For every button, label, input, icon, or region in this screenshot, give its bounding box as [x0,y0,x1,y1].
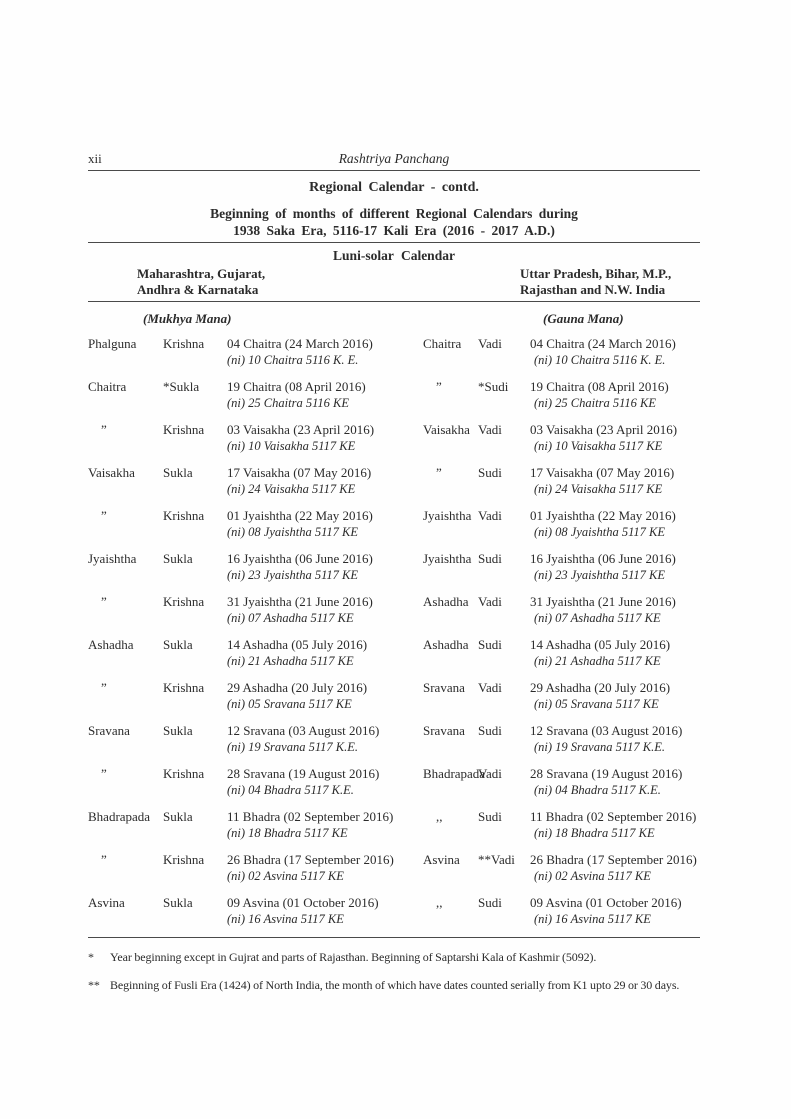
left-date-cell [227,335,423,369]
page-title: Regional Calendar - contd. [309,180,479,195]
right-date-cell [530,894,700,928]
running-head [88,151,700,171]
footnote-text: Beginning of Fusli Era (1424) of North India, the month of which have dates counted serially from K1 upto 29 or 30 days. [110,978,680,992]
right-month-cell: Jyaishtha [423,508,472,523]
right-paksha-cell: Sudi [478,637,502,652]
left-paksha-cell: Sukla [163,637,193,652]
right-date-main: 29 Ashadha (20 July 2016) [530,680,671,695]
section-title: Luni-solar Calendar [333,248,455,263]
right-date-ni: (ni) 08 Jyaishtha 5117 KE [534,525,665,539]
left-date-cell [227,722,423,756]
right-date-main: 01 Jyaishtha (22 May 2016) [530,508,676,523]
left-month-cell: Jyaishtha [88,551,137,566]
left-paksha-cell: Sukla [163,465,193,480]
right-month-cell: Sravana [423,723,465,738]
left-date-cell [227,894,423,928]
right-date-cell [530,765,700,799]
right-date-main: 12 Sravana (03 August 2016) [530,723,683,738]
left-month-cell: ” [101,852,107,867]
calendar-table [88,335,700,938]
right-date-cell [530,722,700,756]
left-month-cell: Asvina [88,895,125,910]
right-paksha-cell: Vadi [478,766,502,781]
right-month-cell: ,, [436,809,443,824]
subtitle-line-2: 1938 Saka Era, 5116-17 Kali Era (2016 - 2017 A.D.) [233,223,555,238]
right-month-cell: ,, [436,895,443,910]
table-row [88,335,700,369]
right-paksha-cell: Sudi [478,895,502,910]
right-date-ni: (ni) 10 Chaitra 5116 K. E. [534,353,666,367]
left-date-main: 11 Bhadra (02 September 2016) [227,809,394,824]
left-paksha-cell: Krishna [163,680,205,695]
table-row [88,722,700,756]
right-date-cell [530,421,700,455]
left-date-main: 26 Bhadra (17 September 2016) [227,852,394,867]
left-month-cell: Ashadha [88,637,134,652]
right-date-main: 04 Chaitra (24 March 2016) [530,336,676,351]
left-date-ni: (ni) 18 Bhadra 5117 KE [227,826,348,840]
table-row [88,378,700,412]
right-date-main: 17 Vaisakha (07 May 2016) [530,465,675,480]
left-date-cell [227,808,423,842]
left-date-cell [227,593,423,627]
right-paksha-cell: Vadi [478,422,502,437]
region-left-line-1: Maharashtra, Gujarat, [137,266,266,281]
left-date-cell [227,550,423,584]
left-date-main: 01 Jyaishtha (22 May 2016) [227,508,373,523]
left-date-main: 28 Sravana (19 August 2016) [227,766,380,781]
left-paksha-cell: Krishna [163,508,205,523]
left-date-cell [227,679,423,713]
right-month-cell: Jyaishtha [423,551,472,566]
right-month-cell: Chaitra [423,336,462,351]
right-date-ni: (ni) 16 Asvina 5117 KE [534,912,651,926]
right-date-main: 14 Ashadha (05 July 2016) [530,637,671,652]
left-date-main: 09 Asvina (01 October 2016) [227,895,379,910]
right-month-cell: Asvina [423,852,460,867]
footnote [88,977,700,993]
left-date-ni: (ni) 07 Ashadha 5117 KE [227,611,354,625]
right-date-ni: (ni) 18 Bhadra 5117 KE [534,826,655,840]
left-paksha-cell: Krishna [163,852,205,867]
left-date-main: 29 Ashadha (20 July 2016) [227,680,368,695]
left-date-ni: (ni) 04 Bhadra 5117 K.E. [227,783,354,797]
mana-right-label: (Gauna Mana) [543,311,624,326]
left-date-cell [227,507,423,541]
left-month-cell: ” [101,508,107,523]
right-paksha-cell: *Sudi [478,379,509,394]
left-date-main: 03 Vaisakha (23 April 2016) [227,422,375,437]
left-date-ni: (ni) 08 Jyaishtha 5117 KE [227,525,358,539]
right-month-cell: ” [436,379,442,394]
right-date-cell [530,378,700,412]
right-month-cell: ” [436,465,442,480]
right-paksha-cell: Vadi [478,336,502,351]
right-date-cell [530,679,700,713]
left-date-cell [227,636,423,670]
table-row [88,765,700,799]
right-month-cell: Ashadha [423,594,469,609]
region-right-line-2: Rajasthan and N.W. India [520,282,666,297]
mana-header-row [88,311,700,327]
left-date-main: 16 Jyaishtha (06 June 2016) [227,551,373,566]
right-paksha-cell: Vadi [478,594,502,609]
right-paksha-cell: Sudi [478,465,502,480]
right-date-ni: (ni) 24 Vaisakha 5117 KE [534,482,663,496]
footnote-text: Year beginning except in Gujrat and parts of Rajasthan. Beginning of Saptarshi Kala of Kashmir (5092). [110,950,597,964]
right-date-cell [530,851,700,885]
left-month-cell: ” [101,594,107,609]
left-date-ni: (ni) 16 Asvina 5117 KE [227,912,344,926]
left-date-cell [227,378,423,412]
right-date-main: 31 Jyaishtha (21 June 2016) [530,594,676,609]
left-paksha-cell: Krishna [163,594,205,609]
right-date-ni: (ni) 04 Bhadra 5117 K.E. [534,783,661,797]
table-row [88,593,700,627]
left-date-main: 04 Chaitra (24 March 2016) [227,336,373,351]
table-row [88,851,700,885]
table-row [88,636,700,670]
right-date-main: 26 Bhadra (17 September 2016) [530,852,697,867]
left-date-main: 31 Jyaishtha (21 June 2016) [227,594,373,609]
right-month-cell: Sravana [423,680,465,695]
right-paksha-cell: **Vadi [478,852,515,867]
left-month-cell: Vaisakha [88,465,135,480]
right-date-cell [530,464,700,498]
footnote-marker: ** [88,978,100,992]
left-date-main: 14 Ashadha (05 July 2016) [227,637,368,652]
right-paksha-cell: Sudi [478,809,502,824]
right-date-ni: (ni) 07 Ashadha 5117 KE [534,611,661,625]
right-date-ni: (ni) 02 Asvina 5117 KE [534,869,651,883]
right-month-cell: Vaisakha [423,422,470,437]
right-date-main: 03 Vaisakha (23 April 2016) [530,422,678,437]
left-date-ni: (ni) 10 Vaisakha 5117 KE [227,439,356,453]
left-paksha-cell: Sukla [163,551,193,566]
left-date-main: 12 Sravana (03 August 2016) [227,723,380,738]
right-date-ni: (ni) 23 Jyaishtha 5117 KE [534,568,665,582]
left-date-ni: (ni) 23 Jyaishtha 5117 KE [227,568,358,582]
right-date-cell [530,593,700,627]
left-date-ni: (ni) 25 Chaitra 5116 KE [227,396,349,410]
table-row [88,507,700,541]
right-date-ni: (ni) 21 Ashadha 5117 KE [534,654,661,668]
left-date-ni: (ni) 21 Ashadha 5117 KE [227,654,354,668]
footnote [88,949,700,965]
table-row [88,894,700,928]
table-row [88,550,700,584]
right-date-cell [530,808,700,842]
left-date-main: 19 Chaitra (08 April 2016) [227,379,366,394]
footnote-marker: * [88,950,94,964]
left-month-cell: ” [101,766,107,781]
left-paksha-cell: Krishna [163,336,205,351]
right-paksha-cell: Vadi [478,680,502,695]
left-date-cell [227,765,423,799]
left-date-ni: (ni) 24 Vaisakha 5117 KE [227,482,356,496]
left-date-ni: (ni) 02 Asvina 5117 KE [227,869,344,883]
left-month-cell: Phalguna [88,336,137,351]
left-month-cell: Sravana [88,723,130,738]
right-date-cell [530,507,700,541]
left-date-ni: (ni) 19 Sravana 5117 K.E. [227,740,359,754]
left-paksha-cell: Krishna [163,766,205,781]
left-paksha-cell: *Sukla [163,379,200,394]
left-paksha-cell: Krishna [163,422,205,437]
footnotes [88,949,700,993]
left-month-cell: ” [101,680,107,695]
running-title: Rashtriya Panchang [338,151,450,166]
page-subtitle [88,205,700,243]
right-paksha-cell: Sudi [478,723,502,738]
left-date-cell [227,464,423,498]
region-right-line-1: Uttar Pradesh, Bihar, M.P., [520,266,672,281]
right-date-ni: (ni) 05 Sravana 5117 KE [534,697,659,711]
left-paksha-cell: Sukla [163,723,193,738]
left-paksha-cell: Sukla [163,895,193,910]
table-row [88,808,700,842]
right-date-main: 11 Bhadra (02 September 2016) [530,809,697,824]
left-date-cell [227,421,423,455]
left-paksha-cell: Sukla [163,809,193,824]
right-date-ni: (ni) 19 Sravana 5117 K.E. [534,740,666,754]
right-date-cell [530,335,700,369]
right-paksha-cell: Sudi [478,551,502,566]
page-number: xii [88,151,102,166]
document-page [88,151,700,1005]
right-month-cell: Ashadha [423,637,469,652]
right-date-cell [530,636,700,670]
right-date-ni: (ni) 10 Vaisakha 5117 KE [534,439,663,453]
table-row [88,679,700,713]
right-date-ni: (ni) 25 Chaitra 5116 KE [534,396,656,410]
right-date-main: 28 Sravana (19 August 2016) [530,766,683,781]
right-date-main: 19 Chaitra (08 April 2016) [530,379,669,394]
mana-left-label: (Mukhya Mana) [143,311,232,326]
left-month-cell: Chaitra [88,379,127,394]
right-date-main: 09 Asvina (01 October 2016) [530,895,682,910]
table-row [88,421,700,455]
left-date-main: 17 Vaisakha (07 May 2016) [227,465,372,480]
right-date-cell [530,550,700,584]
left-month-cell: ” [101,422,107,437]
right-date-main: 16 Jyaishtha (06 June 2016) [530,551,676,566]
table-row [88,464,700,498]
region-left-line-2: Andhra & Karnataka [137,282,259,297]
right-paksha-cell: Vadi [478,508,502,523]
right-month-cell: Bhadrapada [423,766,486,781]
region-header-right [520,266,671,298]
region-header-left [137,266,265,298]
region-header-row [88,265,700,302]
left-date-ni: (ni) 10 Chaitra 5116 K. E. [227,353,359,367]
subtitle-line-1: Beginning of months of different Regional Calendars during [210,206,578,221]
left-month-cell: Bhadrapada [88,809,151,824]
left-date-ni: (ni) 05 Sravana 5117 KE [227,697,352,711]
left-date-cell [227,851,423,885]
